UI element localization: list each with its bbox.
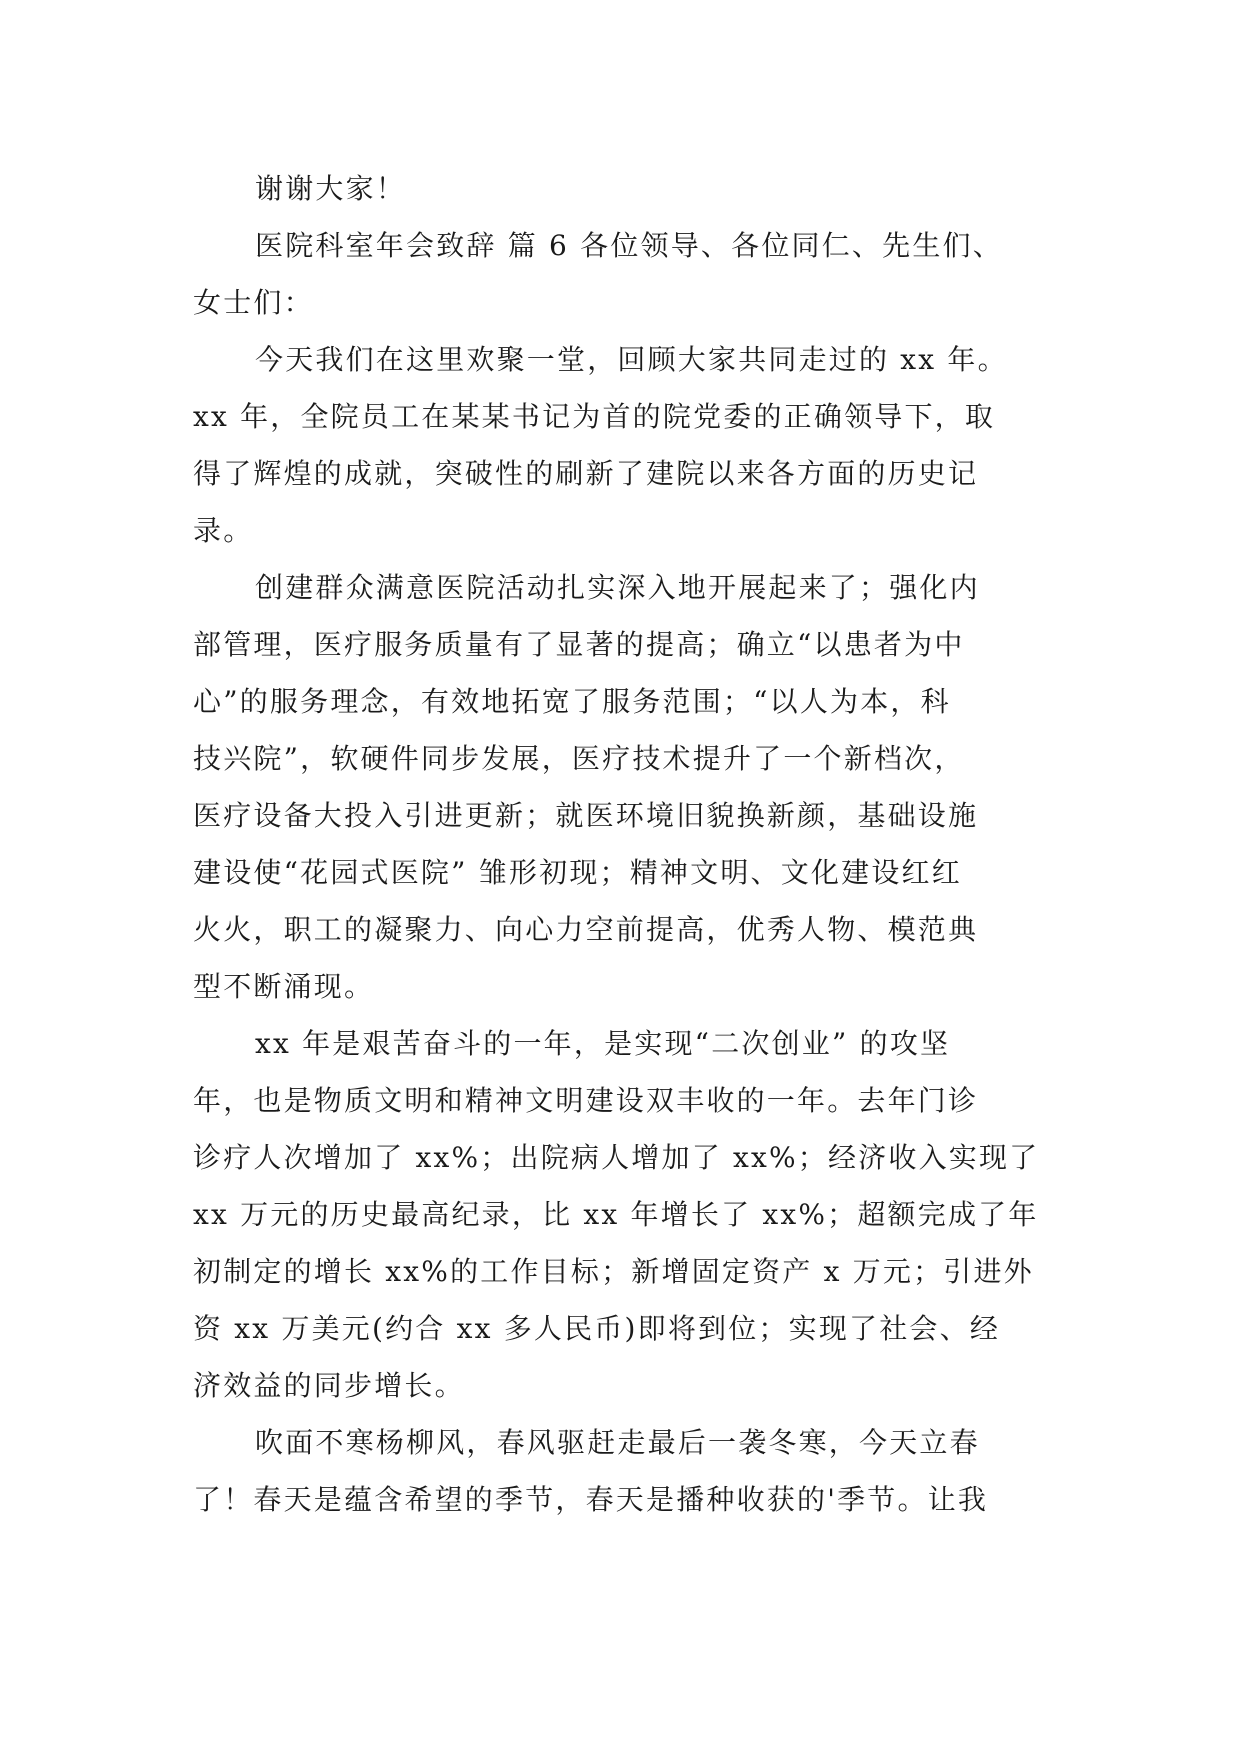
text-line: 诊疗人次增加了 xx%；出院病人增加了 xx%；经济收入实现了 (193, 1141, 1040, 1174)
text-line: 创建群众满意医院活动扎实深入地开展起来了；强化内 (255, 571, 980, 604)
text-line: 建设使“花园式医院” 雏形初现；精神文明、文化建设红红 (193, 856, 962, 889)
text-line: 火火，职工的凝聚力、向心力空前提高，优秀人物、模范典 (193, 913, 979, 946)
text-line: xx 万元的历史最高纪录，比 xx 年增长了 xx%；超额完成了年 (193, 1198, 1039, 1231)
text-line: 医疗设备大投入引进更新；就医环境旧貌换新颜，基础设施 (193, 799, 979, 832)
document-body (193, 160, 1073, 1528)
text-line: 医院科室年会致辞 篇 6 各位领导、各位同仁、先生们、 (255, 229, 1003, 262)
text-line: 初制定的增长 xx%的工作目标；新增固定资产 x 万元；引进外 (193, 1255, 1034, 1288)
text-line: 谢谢大家！ (255, 172, 407, 205)
text-line: 型不断涌现。 (193, 970, 375, 1003)
text-line: xx 年，全院员工在某某书记为首的院党委的正确领导下，取 (193, 400, 996, 433)
text-line: 了！春天是蕴含希望的季节，春天是播种收获的'季节。让我 (193, 1483, 989, 1516)
text-line: 济效益的同步增长。 (193, 1369, 465, 1402)
text-line: xx 年是艰苦奋斗的一年，是实现“二次创业” 的攻坚 (255, 1027, 951, 1060)
text-line: 部管理，医疗服务质量有了显著的提高；确立“以患者为中 (193, 628, 965, 661)
text-line: 技兴院”，软硬件同步发展，医疗技术提升了一个新档次， (193, 742, 965, 775)
text-line: 年，也是物质文明和精神文明建设双丰收的一年。去年门诊 (193, 1084, 979, 1117)
text-line: 资 xx 万美元(约合 xx 多人民币)即将到位；实现了社会、经 (193, 1312, 1001, 1345)
text-line: 吹面不寒杨柳风，春风驱赶走最后一袭冬寒，今天立春 (255, 1426, 980, 1459)
text-line: 心”的服务理念，有效地拓宽了服务范围；“以人为本，科 (193, 685, 951, 718)
text-line: 今天我们在这里欢聚一堂，回顾大家共同走过的 xx 年。 (255, 343, 1008, 376)
text-line: 得了辉煌的成就，突破性的刷新了建院以来各方面的历史记 (193, 457, 979, 490)
text-line: 录。 (193, 514, 254, 547)
text-line: 女士们： (193, 286, 314, 319)
